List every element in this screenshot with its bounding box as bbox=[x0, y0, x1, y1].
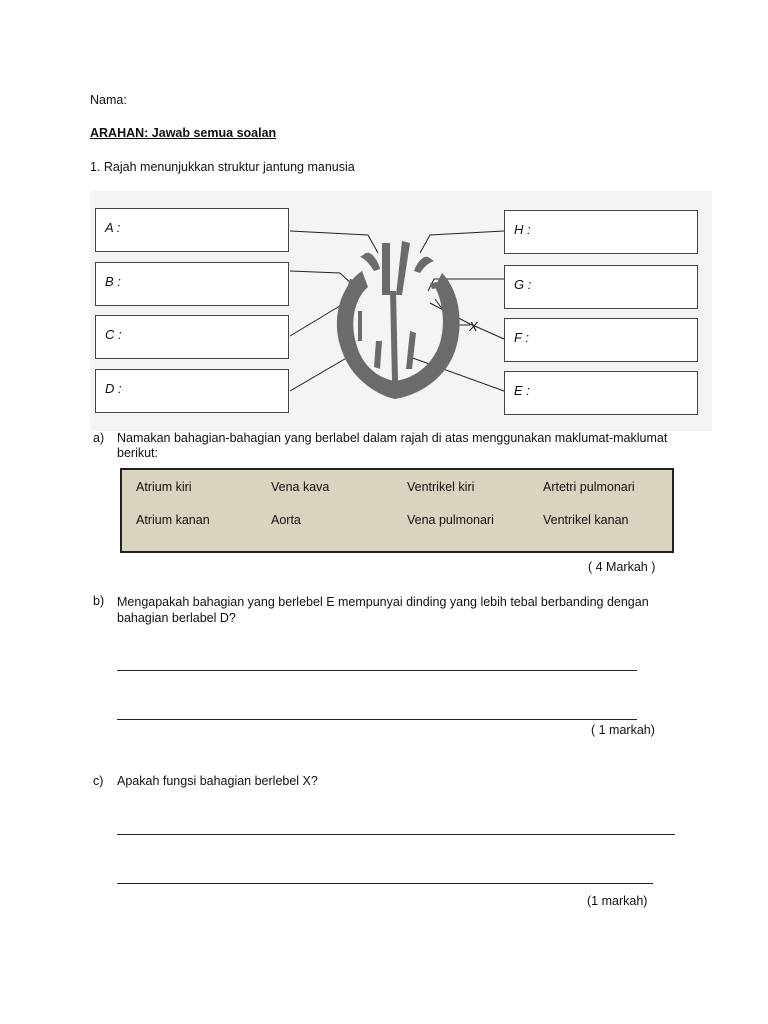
label-box-h[interactable]: H : bbox=[504, 210, 698, 254]
label-box-a[interactable]: A : bbox=[95, 208, 289, 252]
answer-line-c2[interactable] bbox=[117, 883, 653, 884]
answer-line-b2[interactable] bbox=[117, 719, 637, 720]
part-b-letter: b) bbox=[93, 594, 105, 608]
label-box-g[interactable]: G : bbox=[504, 265, 698, 309]
part-a-letter: a) bbox=[93, 431, 105, 445]
answer-line-b1[interactable] bbox=[117, 670, 637, 671]
part-a-text: Namakan bahagian-bahagian yang berlabel dalam rajah di atas menggunakan maklumat-maklumat berikut: bbox=[117, 431, 668, 460]
label-box-c[interactable]: C : bbox=[95, 315, 289, 359]
term-item: Ventrikel kiri bbox=[407, 480, 475, 494]
terms-box bbox=[120, 468, 674, 553]
part-c-text: Apakah fungsi bahagian berlebel X? bbox=[117, 774, 318, 788]
term-item: Atrium kanan bbox=[136, 513, 210, 527]
part-c-marks: (1 markah) bbox=[587, 894, 648, 908]
part-a-marks: ( 4 Markah ) bbox=[588, 560, 656, 574]
term-item: Ventrikel kanan bbox=[543, 513, 629, 527]
label-box-b[interactable]: B : bbox=[95, 262, 289, 306]
term-item: Vena kava bbox=[271, 480, 330, 494]
term-item: Aorta bbox=[271, 513, 301, 527]
label-box-d[interactable]: D : bbox=[95, 369, 289, 413]
heart-diagram bbox=[90, 191, 712, 431]
term-item: Vena pulmonari bbox=[407, 513, 494, 527]
part-b-marks: ( 1 markah) bbox=[591, 723, 655, 737]
term-item: Atrium kiri bbox=[136, 480, 192, 494]
label-x: X bbox=[469, 319, 478, 334]
label-box-f[interactable]: F : bbox=[504, 318, 698, 362]
label-box-e[interactable]: E : bbox=[504, 371, 698, 415]
part-b-text: Mengapakah bahagian yang berlebel E mempunyai dinding yang lebih tebal berbanding dengan bahagian berlabel D? bbox=[117, 595, 649, 625]
term-item: Artetri pulmonari bbox=[543, 480, 635, 494]
answer-line-c1[interactable] bbox=[117, 834, 675, 835]
question-1-stem: 1. Rajah menunjukkan struktur jantung manusia bbox=[90, 160, 355, 174]
instruction-heading: ARAHAN: Jawab semua soalan bbox=[90, 126, 277, 140]
name-label: Nama: bbox=[90, 93, 127, 107]
part-c-letter: c) bbox=[93, 774, 104, 788]
